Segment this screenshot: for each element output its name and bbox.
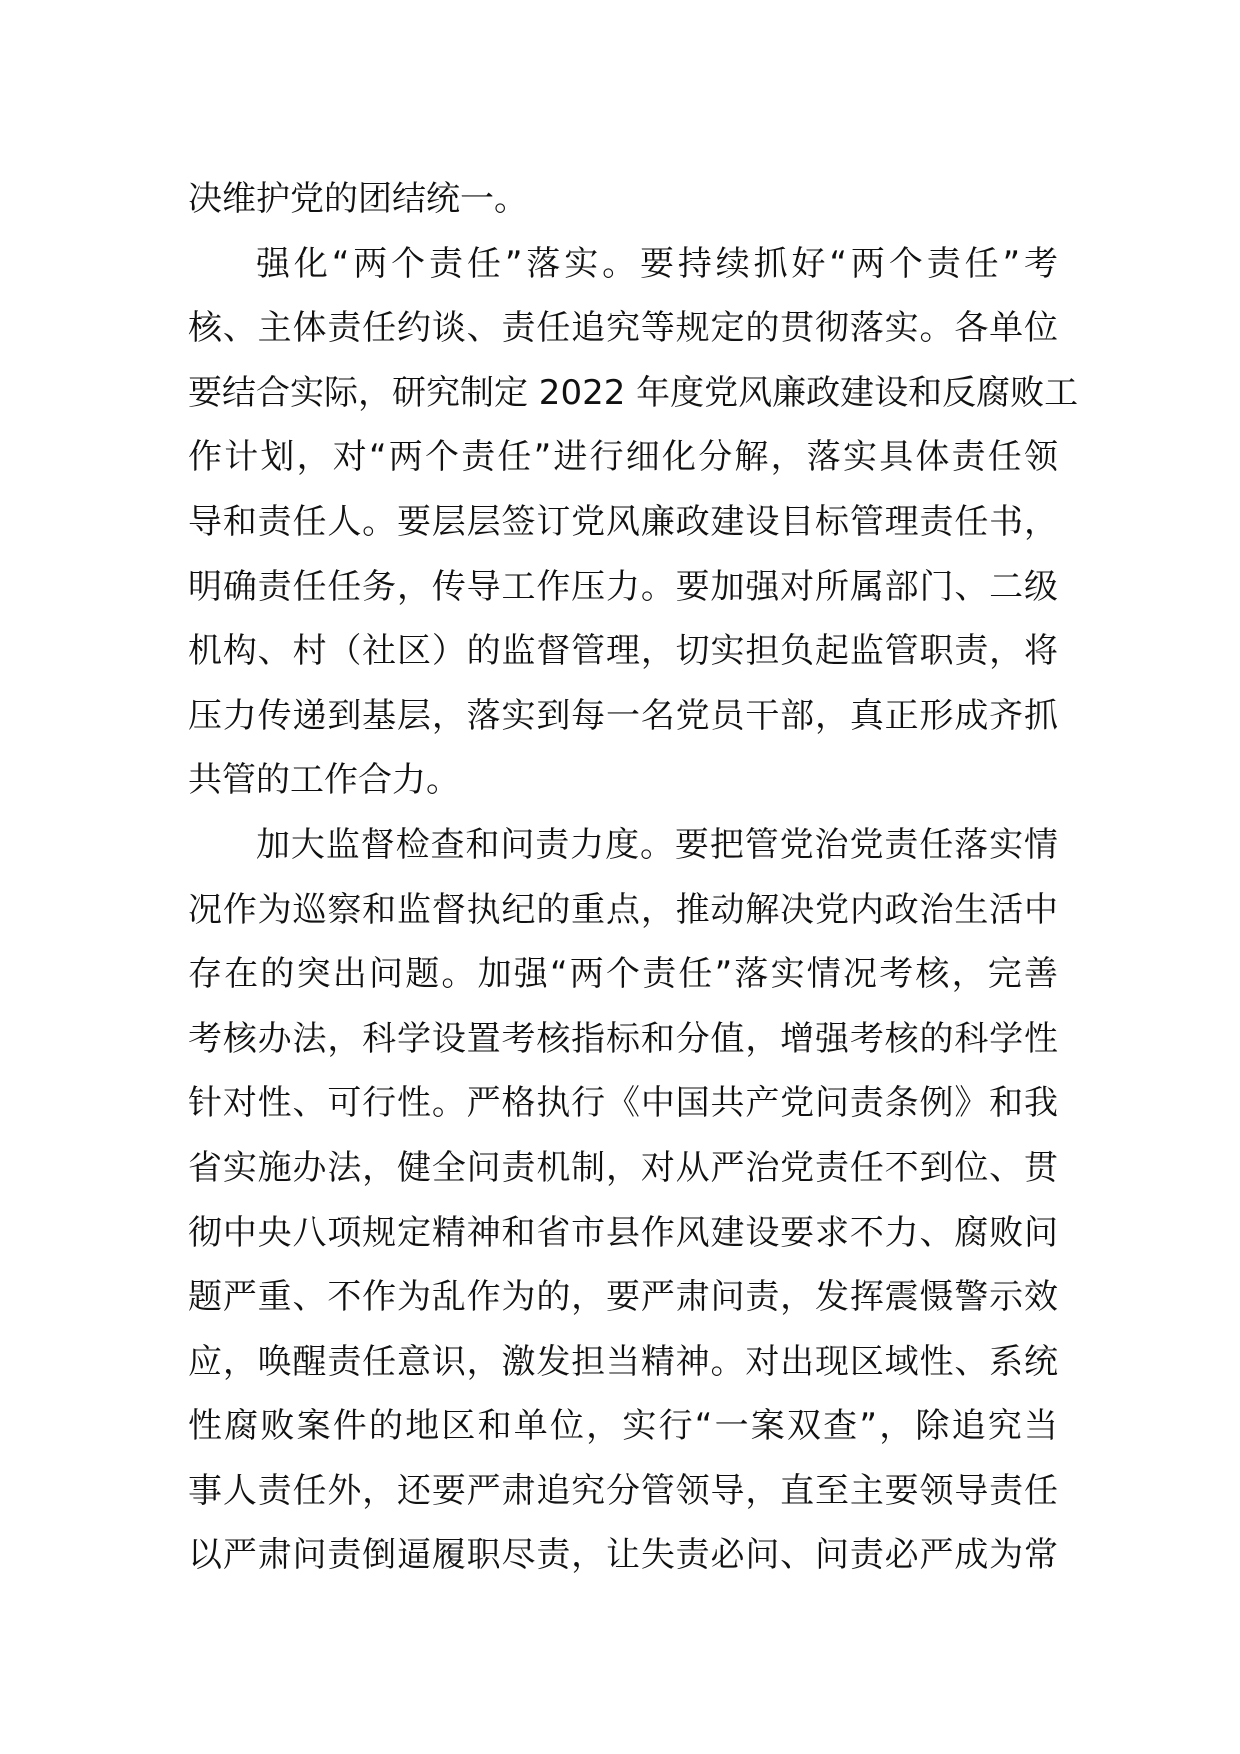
text-line: 导和责任人。要层层签订党风廉政建设目标管理责任书，: [188, 501, 1058, 542]
text-line: 核、主体责任约谈、责任追究等规定的贯彻落实。各单位: [188, 308, 1058, 349]
paragraph-start-line: 加大监督检查和问责力度。要把管党治党责任落实情: [256, 824, 1058, 865]
body-text: [188, 167, 1079, 1588]
text-line: 压力传递到基层，落实到每一名党员干部，真正形成齐抓: [188, 695, 1058, 736]
text-line: 彻中央八项规定精神和省市县作风建设要求不力、腐败问: [188, 1212, 1058, 1253]
text-line: 决维护党的团结统一。: [188, 179, 528, 219]
text-line: 事人责任外，还要严肃追究分管领导，直至主要领导责任: [188, 1470, 1058, 1511]
text-line: 针对性、可行性。严格执行《中国共产党问责条例》和我: [188, 1083, 1058, 1124]
text-line: 作计划，对“两个责任”进行细化分解，落实具体责任领: [188, 437, 1058, 478]
text-line: 共管的工作合力。: [188, 760, 460, 801]
text-line: 要结合实际，研究制定 2022 年度党风廉政建设和反腐败工: [188, 372, 1079, 413]
text-line: 存在的突出问题。加强“两个责任”落实情况考核，完善: [188, 954, 1058, 995]
paragraph-start-line: 强化“两个责任”落实。要持续抓好“两个责任”考: [256, 243, 1058, 284]
text-line: 机构、村（社区）的监督管理，切实担负起监管职责，将: [188, 631, 1058, 672]
text-line: 性腐败案件的地区和单位，实行“一案双查”，除追究当: [188, 1406, 1058, 1447]
text-line: 以严肃问责倒逼履职尽责，让失责必问、问责必严成为常: [188, 1535, 1058, 1576]
text-line: 况作为巡察和监督执纪的重点，推动解决党内政治生活中: [188, 889, 1058, 930]
text-line: 考核办法，科学设置考核指标和分值，增强考核的科学性: [188, 1018, 1058, 1059]
text-line: 题严重、不作为乱作为的，要严肃问责，发挥震慑警示效: [188, 1277, 1058, 1318]
text-line: 省实施办法，健全问责机制，对从严治党责任不到位、贯: [188, 1147, 1058, 1188]
text-line: 应，唤醒责任意识，激发担当精神。对出现区域性、系统: [188, 1341, 1058, 1382]
text-line: 明确责任任务，传导工作压力。要加强对所属部门、二级: [188, 566, 1058, 607]
